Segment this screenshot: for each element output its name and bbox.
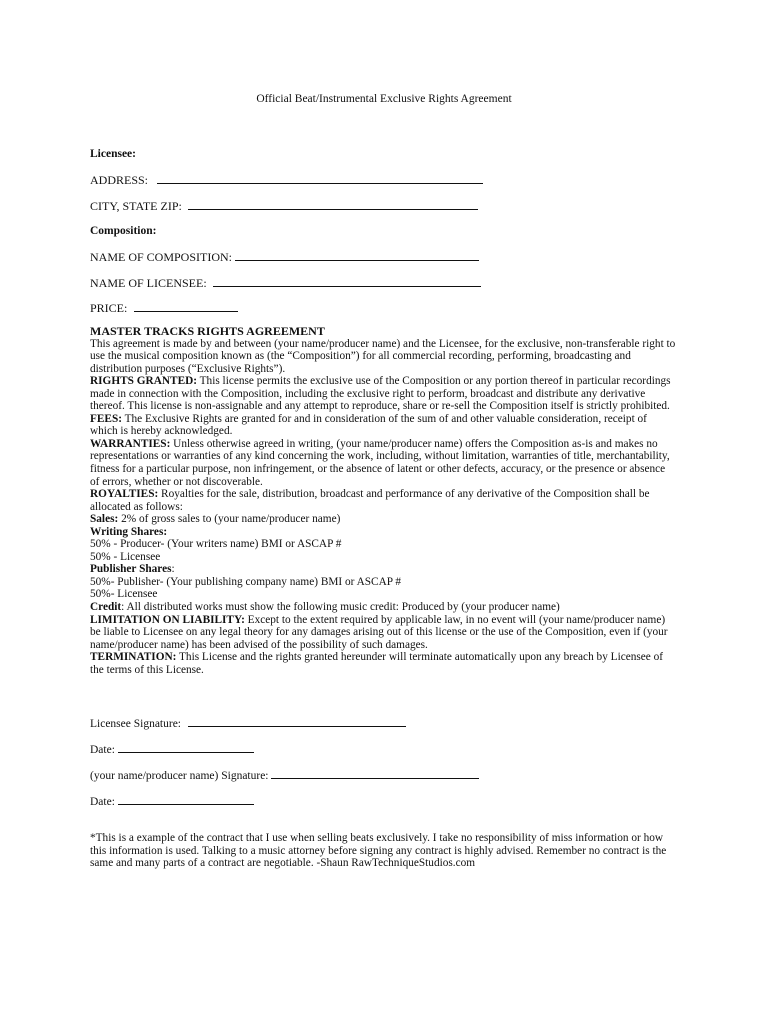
termination-label: TERMINATION: (90, 651, 177, 664)
name-of-licensee-label: NAME OF LICENSEE: (90, 276, 207, 290)
writing-shares-label: Writing Shares: (90, 525, 168, 538)
rights-granted-label: RIGHTS GRANTED: (90, 375, 198, 388)
limitation-clause (90, 614, 676, 652)
sales-text: 2% of gross sales to (your name/producer name) (118, 513, 341, 526)
licensee-signature-blank-line[interactable] (188, 716, 406, 727)
fees-label: FEES: (90, 412, 123, 425)
licensee-date-blank-line[interactable] (118, 742, 254, 753)
name-of-composition-label: NAME OF COMPOSITION: (90, 250, 233, 264)
credit-label: Credit (90, 601, 122, 614)
price-label: PRICE: (90, 301, 128, 315)
warranties-label: WARRANTIES: (90, 437, 171, 450)
producer-signature-blank-line[interactable] (271, 768, 479, 779)
termination-text: This License and the rights granted hereunder will terminate automatically upon any breach by Licensee of the terms of this License. (90, 651, 664, 676)
document-title: Official Beat/Instrumental Exclusive Rights Agreement (256, 93, 512, 105)
publisher-shares-label: Publisher Shares (90, 563, 172, 576)
city-state-zip-field[interactable] (90, 199, 478, 214)
footer-note: *This is a example of the contract that I use when selling beats exclusively. I take no responsibility of miss information or how this information is used. Talking to a music attorney before signing any contract is highly advised. Remember no contract is the same and many parts of a contract are negotiable. -Shaun RawTechniqueStudios.com (90, 832, 667, 870)
producer-signature-label: (your name/producer name) Signature: (90, 770, 269, 782)
publisher-shares-colon: : (171, 563, 175, 576)
writing-share-licensee: 50% - Licensee (90, 550, 161, 563)
sales-label: Sales: (90, 513, 119, 526)
publisher-share-publisher: 50%- Publisher- (Your publishing company name) BMI or ASCAP # (90, 575, 402, 588)
warranties-text: Unless otherwise agreed in writing, (your name/producer name) offers the Composition as-is and makes no representations or warranties of any kind concerning the work, including, without limitation, warranties of title, merchantability, fitness for a particular purpose, non infringement, or the absence of latent or other defects, accuracy, or the presence or absence of errors, whether or not discoverable. (90, 437, 670, 488)
fees-text: The Exclusive Rights are granted for and in consideration of the sum of and other valuable consideration, receipt of which is hereby acknowledged. (90, 412, 647, 438)
warranties-clause (90, 438, 676, 488)
licensee-signature-label: Licensee Signature: (90, 718, 182, 730)
licensee-date-field[interactable] (90, 742, 254, 756)
fees-clause (90, 413, 676, 438)
limitation-text: Except to the extent required by applicable law, in no event will (your name/producer name) be liable to Licensee on any legal theory for any damages arising out of this license or the use of the Composition, even if (your name/producer name) has been advised of the possibility of such damages. (90, 613, 668, 651)
credit-clause (90, 601, 676, 614)
licensee-date-label: Date: (90, 744, 115, 756)
publisher-share-licensee: 50%- Licensee (90, 588, 158, 601)
city-state-zip-label: CITY, STATE ZIP: (90, 199, 182, 213)
rights-granted-text: This license permits the exclusive use of the Composition or any portion thereof in particular recordings made in connection with the Composition, including the exclusive right to perform, broadcast and distribute any derivative thereof. This license is non-assignable and any attempt to reproduce, share or re-sell the Composition itself is strictly prohibited. (90, 375, 671, 413)
intro-paragraph: This agreement is made by and between (your name/producer name) and the Licensee, for the exclusive, non-transferable right to use the musical composition known as (the “Composition”) for all commercial recording, performing, broadcasting and distribution purposes (“Exclusive Rights”). (90, 337, 676, 375)
price-field[interactable] (90, 301, 238, 316)
address-field[interactable] (90, 173, 483, 188)
producer-date-label: Date: (90, 796, 115, 808)
publisher-shares-heading (90, 563, 676, 576)
licensee-signature-field[interactable] (90, 716, 406, 730)
royalties-label: ROYALTIES: (90, 488, 159, 501)
limitation-label: LIMITATION ON LIABILITY: (90, 613, 245, 626)
royalties-clause (90, 488, 676, 513)
section-heading: MASTER TRACKS RIGHTS AGREEMENT (90, 324, 325, 338)
city-state-zip-blank-line[interactable] (188, 199, 478, 210)
name-of-licensee-field[interactable] (90, 276, 481, 291)
composition-heading: Composition: (90, 225, 157, 237)
price-blank-line[interactable] (134, 301, 238, 312)
sales-line (90, 513, 676, 526)
producer-date-field[interactable] (90, 794, 254, 808)
rights-granted-clause (90, 375, 676, 413)
address-blank-line[interactable] (157, 173, 483, 184)
agreement-body (90, 325, 676, 676)
credit-text: : All distributed works must show the following music credit: Produced by (your producer name) (121, 601, 560, 614)
writing-share-producer: 50% - Producer- (Your writers name) BMI or ASCAP # (90, 538, 342, 551)
producer-signature-field[interactable] (90, 768, 479, 782)
licensee-heading: Licensee: (90, 148, 136, 160)
name-of-licensee-blank-line[interactable] (213, 276, 481, 287)
address-label: ADDRESS: (90, 173, 149, 187)
producer-date-blank-line[interactable] (118, 794, 254, 805)
name-of-composition-blank-line[interactable] (235, 250, 479, 261)
termination-clause (90, 651, 676, 676)
royalties-text: Royalties for the sale, distribution, broadcast and performance of any derivative of the Composition shall be allocated as follows: (90, 488, 650, 513)
name-of-composition-field[interactable] (90, 250, 479, 265)
